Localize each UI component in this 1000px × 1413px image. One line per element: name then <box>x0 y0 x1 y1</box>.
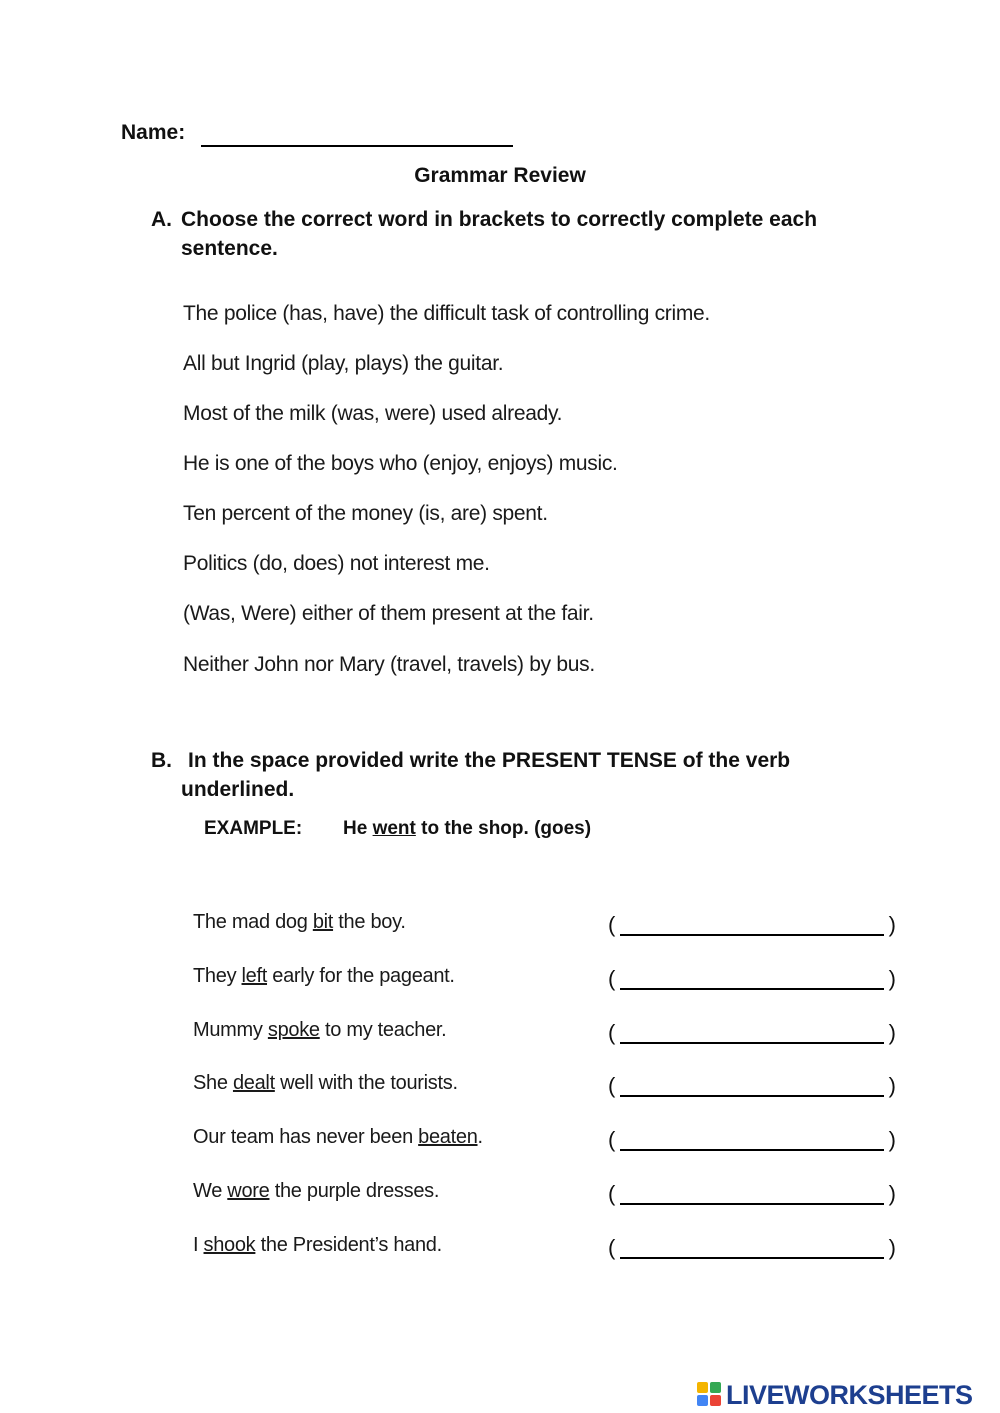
sentence-text: The mad dog <box>193 911 313 933</box>
close-paren: ) <box>888 966 896 991</box>
logo-square <box>697 1395 708 1406</box>
open-paren: ( <box>608 1127 616 1152</box>
answer-input-6[interactable] <box>620 1181 884 1205</box>
section-b-sentence-1 <box>193 911 406 934</box>
section-b-sentence-4 <box>193 1072 458 1095</box>
open-paren: ( <box>608 1181 616 1206</box>
sentence-text: the President’s hand. <box>255 1234 442 1256</box>
logo-square <box>710 1382 721 1393</box>
open-paren: ( <box>608 1235 616 1260</box>
example-label: EXAMPLE: <box>204 818 303 839</box>
underlined-verb: bit <box>312 911 334 933</box>
logo-square <box>710 1395 721 1406</box>
section-b-sentence-7 <box>193 1234 442 1257</box>
section-b-instruction: In the space provided write the PRESENT TENSE of the verb underlined. <box>181 749 791 801</box>
sentence-text: well with the tourists. <box>274 1072 458 1094</box>
section-b-sentence-5 <box>193 1126 483 1149</box>
section-a-letter: A. <box>151 208 172 231</box>
answer-field-1 <box>606 912 896 940</box>
open-paren: ( <box>608 1020 616 1045</box>
sentence-text: I <box>193 1234 204 1256</box>
page-title: Grammar Review <box>414 164 586 187</box>
answer-input-3[interactable] <box>620 1020 884 1044</box>
open-paren: ( <box>608 912 616 937</box>
sentence-text: early for the pageant. <box>267 965 455 987</box>
section-b-sentence-6 <box>193 1180 439 1203</box>
section-a-instruction: Choose the correct word in brackets to correctly complete each sentence. <box>181 208 818 260</box>
underlined-verb: beaten <box>418 1126 478 1148</box>
section-a-sentence-8: Neither John nor Mary (travel, travels) by bus. <box>183 653 595 676</box>
answer-field-5 <box>606 1127 896 1155</box>
section-b-letter: B. <box>151 749 172 772</box>
sentence-text: the purple dresses. <box>269 1180 440 1202</box>
logo-square <box>697 1382 708 1393</box>
sentence-text: . <box>477 1126 483 1148</box>
close-paren: ) <box>888 1073 896 1098</box>
section-a-sentence-4: He is one of the boys who (enjoy, enjoys) music. <box>183 452 618 475</box>
section-a-sentence-2: All but Ingrid (play, plays) the guitar. <box>183 352 504 375</box>
underlined-verb: wore <box>227 1180 270 1202</box>
open-paren: ( <box>608 1073 616 1098</box>
close-paren: ) <box>888 912 896 937</box>
sentence-text: to my teacher. <box>319 1019 447 1041</box>
example-verb: went <box>372 818 416 839</box>
answer-input-1[interactable] <box>620 912 884 936</box>
close-paren: ) <box>888 1020 896 1045</box>
example-after: to the shop. (goes) <box>415 818 592 839</box>
sentence-text: Mummy <box>193 1019 268 1041</box>
underlined-verb: left <box>241 965 268 987</box>
answer-input-5[interactable] <box>620 1127 884 1151</box>
answer-input-4[interactable] <box>620 1073 884 1097</box>
sentence-text: We <box>193 1180 228 1202</box>
name-label: Name: <box>121 121 186 144</box>
sentence-text: Our team has never been <box>193 1126 419 1148</box>
answer-field-4 <box>606 1073 896 1101</box>
underlined-verb: dealt <box>232 1072 275 1094</box>
example-before: He <box>343 818 373 839</box>
section-a-sentence-5: Ten percent of the money (is, are) spent. <box>183 502 548 525</box>
answer-field-6 <box>606 1181 896 1209</box>
close-paren: ) <box>888 1235 896 1260</box>
answer-field-7 <box>606 1235 896 1263</box>
answer-input-7[interactable] <box>620 1235 884 1259</box>
section-a-sentence-1: The police (has, have) the difficult task of controlling crime. <box>183 302 710 325</box>
close-paren: ) <box>888 1181 896 1206</box>
section-a-sentence-3: Most of the milk (was, were) used already. <box>183 402 563 425</box>
underlined-verb: shook <box>203 1234 256 1256</box>
liveworksheets-logo-text: LIVEWORKSHEETS <box>726 1379 973 1410</box>
section-b-sentence-3 <box>193 1019 446 1042</box>
sentence-text: the boy. <box>333 911 406 933</box>
underlined-verb: spoke <box>267 1019 320 1041</box>
close-paren: ) <box>888 1127 896 1152</box>
open-paren: ( <box>608 966 616 991</box>
liveworksheets-logo <box>697 1378 973 1412</box>
sentence-text: They <box>193 965 242 987</box>
example-sentence <box>343 818 591 840</box>
section-a-sentence-6: Politics (do, does) not interest me. <box>183 552 490 575</box>
sentence-text: She <box>193 1072 233 1094</box>
answer-field-3 <box>606 1020 896 1048</box>
name-line <box>201 145 513 147</box>
liveworksheets-logo-icon <box>697 1382 723 1408</box>
answer-input-2[interactable] <box>620 966 884 990</box>
answer-field-2 <box>606 966 896 994</box>
section-a-sentence-7: (Was, Were) either of them present at the fair. <box>183 602 594 625</box>
section-b-sentence-2 <box>193 965 455 988</box>
